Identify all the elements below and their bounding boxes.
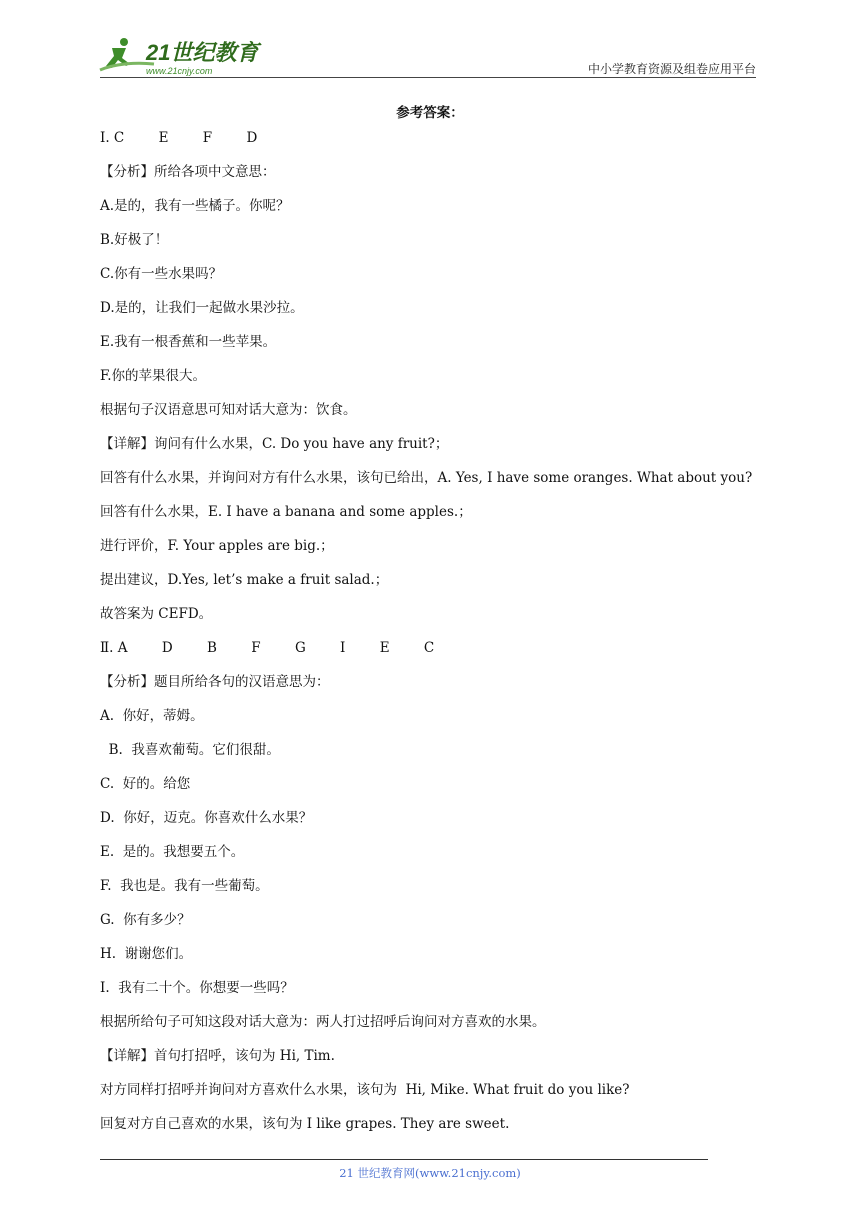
answer-line: D.是的，让我们一起做水果沙拉。	[100, 300, 304, 316]
page-title: 参考答案：	[396, 105, 464, 121]
answer-line: B.好极了！	[100, 232, 169, 248]
answer-line: 回答有什么水果，E. I have a banana and some apples.；	[100, 504, 472, 520]
answer-line: 【分析】所给各项中文意思：	[100, 164, 276, 180]
answer-line: 【详解】询问有什么水果，C. Do you have any fruit?；	[100, 436, 449, 452]
answer-line: 回复对方自己喜欢的水果，该句为 I like grapes. They are sweet.	[100, 1116, 510, 1132]
answer-line: 进行评价，F. Your apples are big.；	[100, 538, 334, 554]
answer-line: H. 谢谢您们。	[100, 946, 193, 962]
answer-line: C. 好的。给您	[100, 776, 191, 792]
answer-line: A.是的，我有一些橘子。你呢？	[100, 198, 290, 214]
logo-url: www.21cnjy.com	[146, 66, 213, 76]
answer-line: F. 我也是。我有一些葡萄。	[100, 878, 269, 894]
answer-line: E.我有一根香蕉和一些苹果。	[100, 334, 277, 350]
answer-line: I. 我有二十个。你想要一些吗？	[100, 980, 294, 996]
footer-divider	[100, 1159, 708, 1160]
answer-line: 回答有什么水果，并询问对方有什么水果，该句已给出，A. Yes, I have some oranges. What about you?	[100, 470, 753, 486]
answer-line: C.你有一些水果吗？	[100, 266, 223, 282]
page-header	[0, 0, 860, 80]
answer-line: 【详解】首句打招呼，该句为 Hi, Tim.	[100, 1048, 335, 1064]
answer-line: F.你的苹果很大。	[100, 368, 207, 384]
logo	[94, 34, 264, 78]
answer-line: Ⅰ. C E F D	[100, 130, 258, 146]
answer-line: 根据所给句子可知这段对话大意为：两人打过招呼后询问对方喜欢的水果。	[100, 1014, 546, 1030]
answer-line: 【分析】题目所给各句的汉语意思为：	[100, 674, 330, 690]
answer-line: D. 你好，迈克。你喜欢什么水果？	[100, 810, 313, 826]
answer-line: 根据句子汉语意思可知对话大意为：饮食。	[100, 402, 357, 418]
answer-line: 故答案为 CEFD。	[100, 606, 213, 622]
header-divider	[100, 77, 756, 78]
answer-line: 提出建议，D.Yes, let’s make a fruit salad.；	[100, 572, 389, 588]
footer-link[interactable]: 21 世纪教育网(www.21cnjy.com)	[339, 1166, 521, 1180]
runner-logo-icon	[94, 34, 264, 78]
answer-line: 对方同样打招呼并询问对方喜欢什么水果，该句为 Hi, Mike. What fruit do you like?	[100, 1082, 630, 1098]
answer-body	[100, 127, 800, 1147]
logo-text: 21世纪教育	[146, 40, 259, 65]
answer-line: E. 是的。我想要五个。	[100, 844, 245, 860]
answer-line: Ⅱ. A D B F G I E C	[100, 640, 435, 656]
answer-line: A. 你好，蒂姆。	[100, 708, 204, 724]
platform-name: 中小学教育资源及组卷应用平台	[587, 62, 756, 76]
answer-line: G. 你有多少？	[100, 912, 191, 928]
answer-line: B. 我喜欢葡萄。它们很甜。	[100, 742, 280, 758]
